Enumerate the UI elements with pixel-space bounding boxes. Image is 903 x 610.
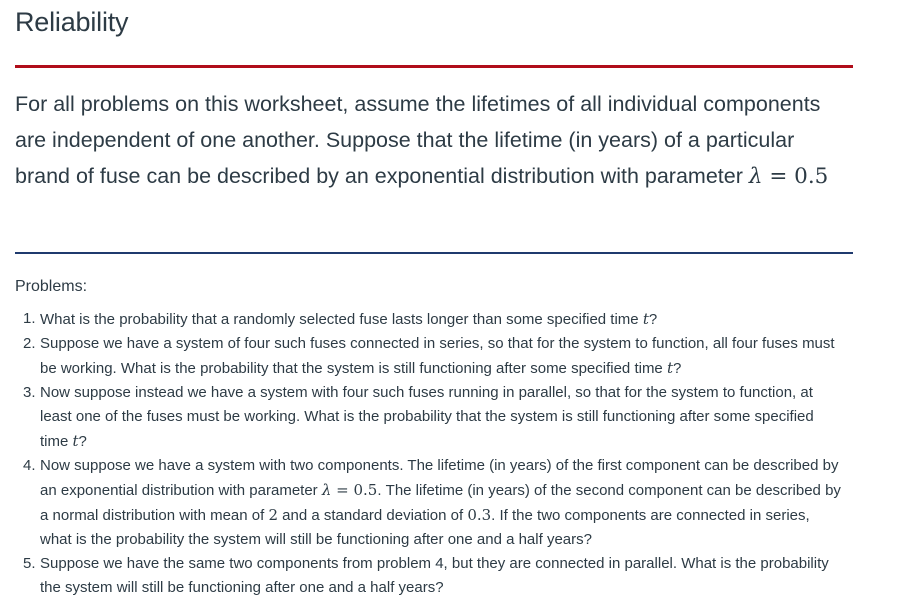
problem-text: . The lifetime (in years) of the second component can be described by a normal distribution with mean of [40,482,841,524]
title-divider [15,65,853,68]
problems-heading: Problems: [15,278,88,295]
problem-item [15,307,845,332]
problem-item [15,332,845,381]
problem-text: ? [78,433,87,450]
math-variable: t [666,359,673,377]
problem-text: ? [672,360,682,377]
problem-text: Suppose we have the same two components from problem 4, but they are connected in parallel. What is the probability the system will still be functioning after one and a half years? [40,555,829,596]
problem-text: What is the probability that a randomly selected fuse lasts longer than some specified time [40,311,643,328]
math-variable: t [642,310,649,328]
problem-text: . If the two components are connected in series, what is the probability the system will still be functioning after one and a half years? [40,507,810,548]
problem-text: and a standard deviation of [278,507,468,524]
problem-item [15,552,845,600]
problem-number: 5. [23,555,36,572]
math-number: = 0.5 [331,481,378,499]
problem-text: ? [648,311,658,328]
problem-list [15,307,845,600]
problem-item [15,381,845,454]
lambda-value: = 0.5 [762,164,829,189]
problem-number: 4. [23,457,36,474]
problem-number: 3. [23,384,36,401]
problem-item [15,454,845,552]
intro-paragraph [15,86,845,195]
problem-text: Now suppose we have a system with two components. The lifetime (in years) of the first component can be described by an exponential distribution with parameter [40,457,839,499]
problem-number: 1. [23,310,36,327]
lambda-symbol: λ [748,164,763,189]
intro-divider [15,252,853,254]
math-number: 0.3 [467,506,492,524]
problem-text: Suppose we have a system of four such fuses connected in series, so that for the system to function, all four fuses must be working. What is the probability that the system is still functioning after some specified time [40,335,835,377]
intro-text: For all problems on this worksheet, assume the lifetimes of all individual components are independent of one another. Suppose that the lifetime (in years) of a particular brand of fuse can be described by an exponential distribution with parameter [15,92,821,188]
problem-number: 2. [23,335,36,352]
problem-text: Now suppose instead we have a system with four such fuses running in parallel, so that for the system to function, at least one of the fuses must be working. What is the probability that the system is still functioning after some specified time [40,384,814,450]
math-number: 2 [268,506,278,524]
math-variable: λ [321,481,332,499]
page-title: Reliability [15,7,129,37]
math-variable: t [72,432,79,450]
